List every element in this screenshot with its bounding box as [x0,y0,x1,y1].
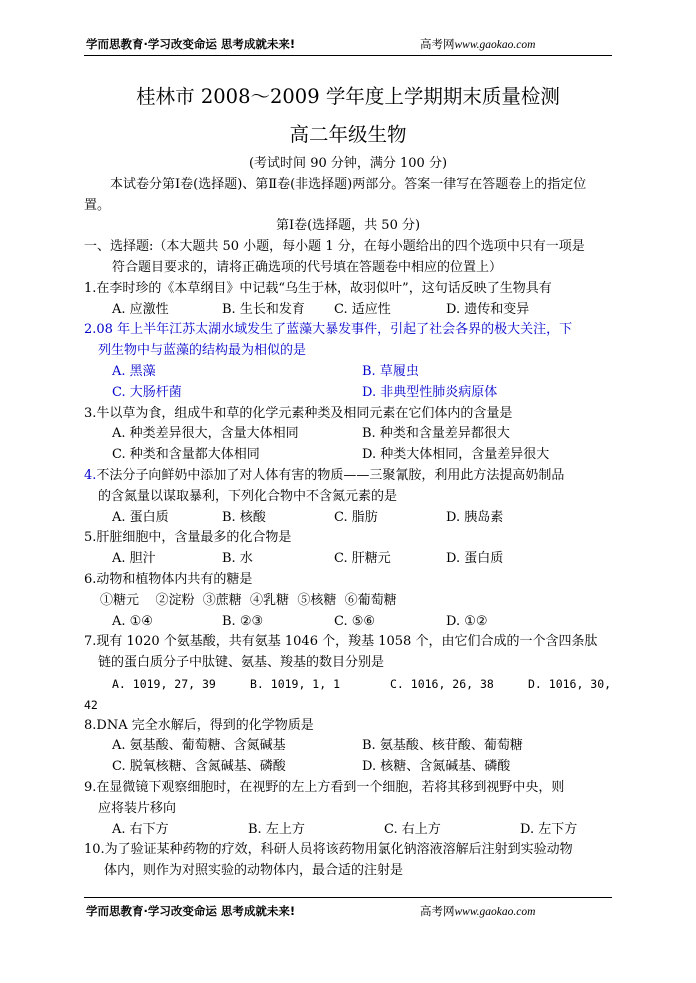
options-row [84,612,612,633]
part1-heading: 第Ⅰ卷(选择题，共 50 分) [275,218,421,234]
option-d: D. ①② [446,613,488,629]
option-a: A. 右下方 [112,821,169,837]
option-a: A. 黑藻 [112,363,156,379]
footer-site-label: 高考网 [420,904,455,918]
options-row [84,300,612,321]
question-9 [84,778,612,840]
question-number: 4. [84,467,97,483]
option-b: B. ②③ [222,613,264,629]
option-d: D. 非典型性肺炎病原体 [362,384,498,400]
option-d: D. 蛋白质 [446,551,504,567]
header-rule [84,55,612,56]
header-site [420,36,535,52]
options-row [84,736,612,757]
header-slogan: 学而思教育·学习改变命运 思考成就未来! [86,37,296,51]
option-b: B. 氨基酸、核苷酸、葡萄糖 [362,738,523,754]
question-6 [84,570,612,632]
options-row [84,820,612,841]
question-10 [84,840,612,882]
option-b: B. 生长和发育 [222,301,305,317]
question-stem: 6.动物和植物体内共有的糖是 [84,571,253,587]
footer-site-url[interactable]: www.gaokao.com [454,906,536,918]
option-a: A. 氨基酸、葡萄糖、含氮碱基 [112,738,286,754]
sugar-list: ①糖元 ②淀粉 ③蔗糖 ④乳糖 ⑤核糖 ⑥葡萄糖 [100,592,397,608]
question-stem: 9.在显微镜下观察细胞时，在视野的左上方看到一个细胞，若将其移到视野中央，则 [84,779,565,795]
exam-body [84,82,612,882]
option-c: C. 脂肪 [334,509,378,525]
options-row [84,674,612,695]
page-footer [86,903,612,921]
section1-heading [84,237,612,279]
option-d: D. 胰岛素 [446,509,504,525]
option-b: B. 水 [222,551,253,567]
option-a: A. 胆汁 [112,551,156,567]
question-stem: 2.08 年上半年江苏太湖水域发生了蓝藻大暴发事件，引起了社会各界的极大关注，下 [84,322,573,338]
question-stem-cont: 的含氮量以谋取暴利，下列化合物中不含氮元素的是 [98,488,398,504]
page-header [86,36,612,54]
question-stem-cont: 列生物中与蓝藻的结构最为相似的是 [98,343,307,359]
footer-rule [84,897,612,898]
question-stem: 不法分子向鲜奶中添加了对人体有害的物质——三聚氰胺，利用此方法提高奶制品 [96,467,565,483]
question-2 [84,320,612,403]
question-stem: 3.牛以草为食，组成牛和草的化学元素种类及相同元素在它们体内的含量是 [84,405,513,421]
intro-paragraph: 本试卷分第Ⅰ卷(选择题)、第Ⅱ卷(非选择题)两部分。答案一律写在答题卷上的指定位置。 [84,176,587,213]
question-stem: 1.在李时珍的《本草纲目》中记载“乌生于林，故羽似叶”，这句话反映了生物具有 [84,280,552,296]
question-8 [84,716,612,778]
question-stem: 8.DNA 完全水解后，得到的化学物质是 [84,717,314,733]
option-b: B. 左上方 [248,821,305,837]
section1-line1: 一、选择题:（本大题共 50 小题，每小题 1 分，在每小题给出的四个选项中只有一项是 [84,239,585,255]
option-b: B. 核酸 [222,509,266,525]
option-a: A. 种类差异很大，含量大体相同 [112,426,299,442]
doc-title: 桂林市 2008～2009 学年度上学期期末质量检测 [136,85,560,108]
option-b: B. 种类和含量差异都很大 [362,426,510,442]
question-4 [84,466,612,528]
option-a: A. ①④ [112,613,153,629]
options-row [84,424,612,445]
option-c: C. 右上方 [384,821,441,837]
exam-note: (考试时间 90 分钟，满分 100 分) [248,156,448,171]
option-d-wrap: 42 [84,697,98,712]
option-b: B. 1019, 1, 1 [250,676,341,691]
question-5 [84,528,612,570]
question-stem-cont: 体内，则作为对照实验的动物体内，最合适的注射是 [104,863,404,879]
question-stem: 5.肝脏细胞中，含量最多的化合物是 [84,530,292,546]
option-a: A. 1019, 27, 39 [112,676,216,691]
option-d: D. 左下方 [520,821,578,837]
option-c: C. 大肠杆菌 [112,384,182,400]
option-c: C. 适应性 [334,301,391,317]
option-a: A. 蛋白质 [112,509,169,525]
options-row [84,549,612,570]
footer-slogan: 学而思教育·学习改变命运 思考成就未来! [86,904,296,918]
header-site-label: 高考网 [420,37,455,51]
question-1 [84,279,612,321]
options-row [84,362,612,383]
option-c: C. ⑤⑥ [334,613,376,629]
option-d: D. 核糖、含氮碱基、磷酸 [362,759,511,775]
footer-site [420,903,535,919]
option-d: D. 遗传和变异 [446,301,530,317]
option-c: C. 肝糖元 [334,551,391,567]
section1-line2: 符合题目要求的，请将正确选项的代号填在答题卷中相应的位置上） [112,259,503,275]
option-d: D. 1016, 30, [528,676,612,691]
doc-subtitle: 高二年级生物 [289,123,407,146]
option-c: C. 脱氧核糖、含氮碱基、磷酸 [112,759,286,775]
question-stem-cont: 应将装片移向 [98,800,177,816]
options-row [84,445,612,466]
question-7 [84,632,612,715]
option-c: C. 种类和含量都大体相同 [112,447,260,463]
header-site-url[interactable]: www.gaokao.com [454,39,536,51]
question-3 [84,404,612,466]
options-row [84,508,612,529]
option-b: B. 草履虫 [362,363,419,379]
question-stem: 10.为了验证某种药物的疗效，科研人员将该药物用氯化钠溶液溶解后注射到实验动物 [84,842,573,858]
option-a: A. 应激性 [112,301,169,317]
options-row [84,757,612,778]
question-stem: 7.现有 1020 个氨基酸，共有氨基 1046 个，羧基 1058 个，由它们合成的一个含四条肽 [84,634,598,650]
option-c: C. 1016, 26, 38 [390,676,494,691]
options-row [84,383,612,404]
question-stem-cont: 链的蛋白质分子中肽键、氨基、羧基的数目分别是 [98,655,385,671]
option-d: D. 种类大体相同，含量差异很大 [362,447,550,463]
